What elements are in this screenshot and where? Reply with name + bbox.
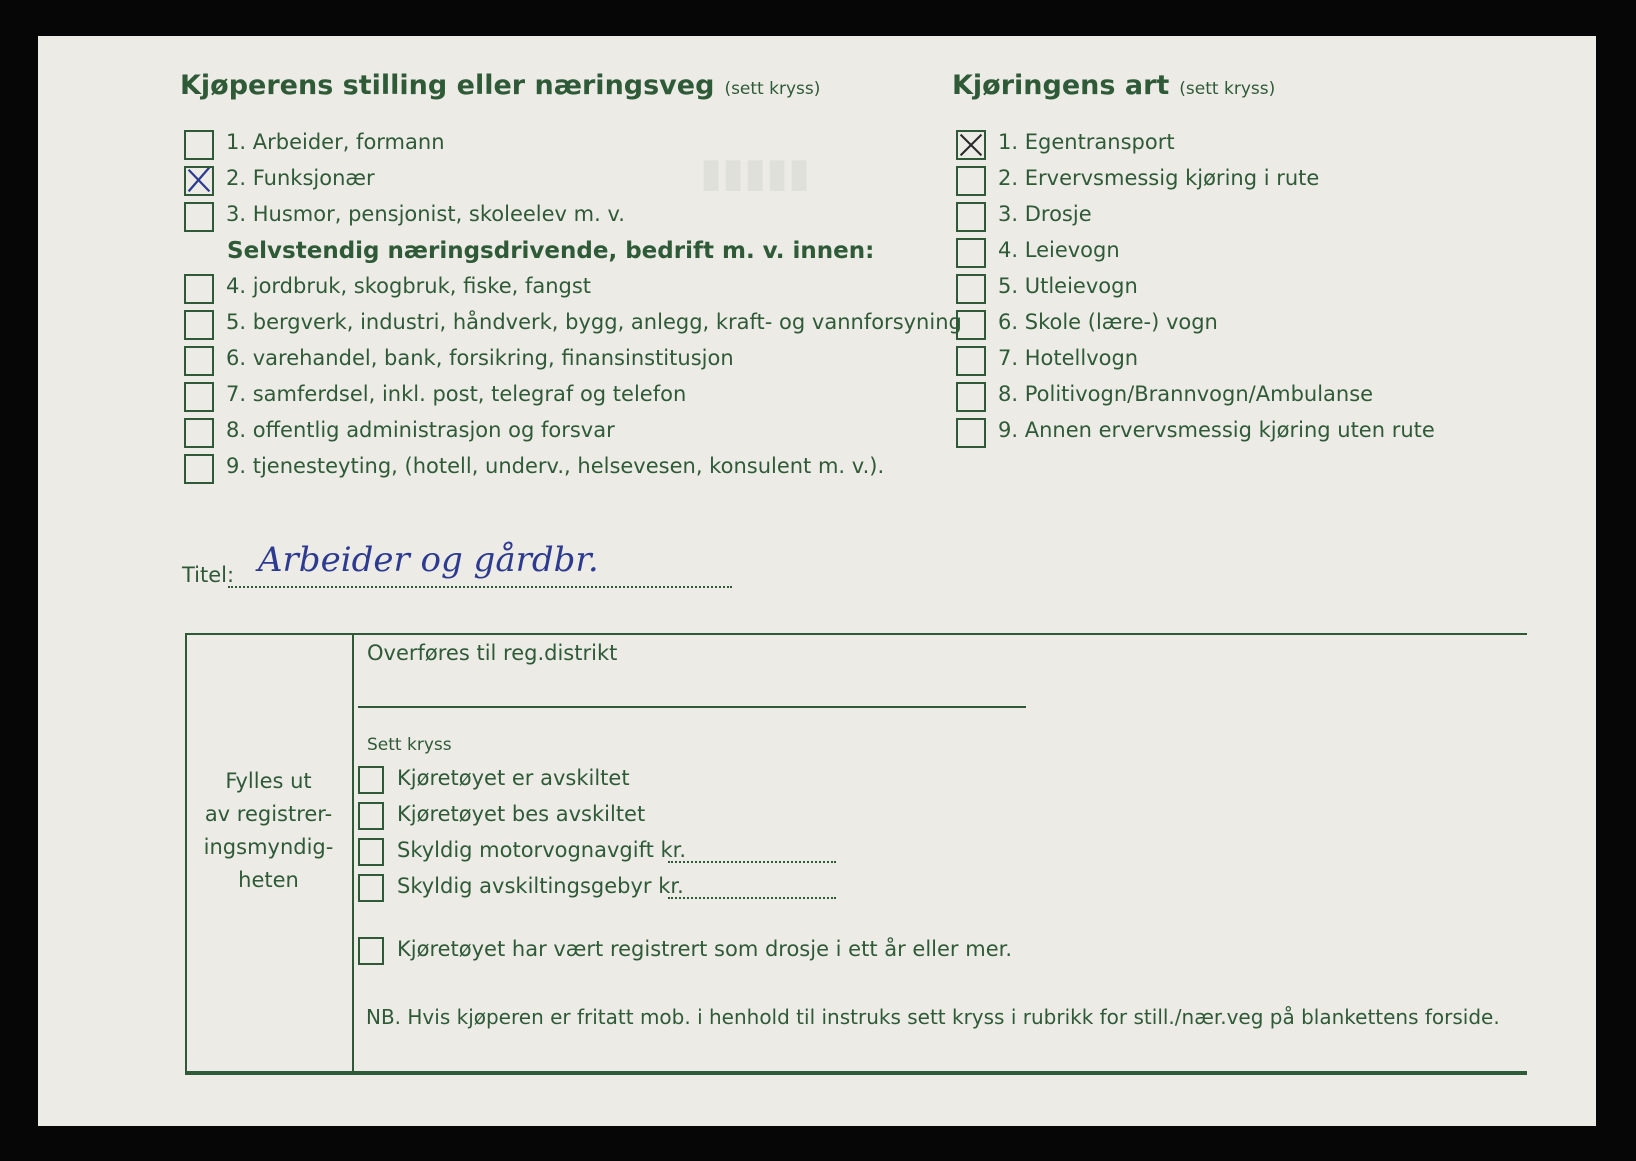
checkbox-funksjonaer[interactable] (184, 166, 214, 196)
item-drosje (998, 202, 1092, 226)
checkbox-tjenesteyting[interactable] (184, 454, 214, 484)
item-label: Politivogn/Brannvogn/Ambulanse (1024, 382, 1374, 406)
checkbox-drosje[interactable] (956, 202, 986, 232)
left-heading-note: (sett kryss) (724, 79, 821, 99)
transfer-label: Overføres til reg.distrikt (367, 641, 618, 665)
item-label: Egentransport (1024, 130, 1175, 154)
title-label: Titel: (182, 563, 235, 587)
checkbox-arbeider[interactable] (184, 130, 214, 160)
item-utleievogn (998, 274, 1138, 298)
item-num: 8. (226, 418, 247, 442)
item-num: 7. (998, 346, 1019, 370)
item-label: jordbruk, skogbruk, fiske, fangst (252, 274, 592, 298)
item-num: 3. (226, 202, 247, 226)
item-funksjonaer (226, 166, 375, 190)
check-bes-avskiltet-label: Kjøretøyet bes avskiltet (397, 802, 646, 826)
checkbox-annen[interactable] (956, 418, 986, 448)
check-motorvognavgift-label: Skyldig motorvognavgift kr. (397, 838, 687, 862)
checkbox-avskiltet[interactable] (358, 766, 384, 794)
item-num: 9. (226, 454, 247, 478)
left-subheading: Selvstendig næringsdrivende, bedrift m. v. innen: (227, 238, 875, 264)
authority-side-label (185, 765, 352, 897)
item-samferdsel (226, 382, 686, 406)
checkbox-avskiltingsgebyr[interactable] (358, 874, 384, 902)
item-num: 6. (998, 310, 1019, 334)
checkbox-leievogn[interactable] (956, 238, 986, 268)
avskiltingsgebyr-amount-line[interactable] (668, 897, 836, 899)
item-skolevogn (998, 310, 1218, 334)
item-num: 6. (226, 346, 247, 370)
checkbox-skolevogn[interactable] (956, 310, 986, 340)
item-num: 3. (998, 202, 1019, 226)
item-num: 8. (998, 382, 1019, 406)
item-label: Annen ervervsmessig kjøring uten rute (1024, 418, 1435, 442)
item-politivogn (998, 382, 1373, 406)
item-label: Leievogn (1024, 238, 1120, 262)
item-label: tjenesteyting, (hotell, underv., helsevesen, konsulent m. v.). (252, 454, 885, 478)
left-heading (180, 70, 820, 101)
checkbox-varehandel[interactable] (184, 346, 214, 376)
checkbox-bes-avskiltet[interactable] (358, 802, 384, 830)
checkbox-bergverk[interactable] (184, 310, 214, 340)
item-bergverk (226, 310, 962, 334)
item-label: Drosje (1024, 202, 1092, 226)
item-num: 1. (998, 130, 1019, 154)
item-label: Funksjonær (252, 166, 375, 190)
check-drosje-registrert-label: Kjøretøyet har vært registrert som drosje i ett år eller mer. (397, 937, 1012, 961)
check-avskiltet-label: Kjøretøyet er avskiltet (397, 766, 630, 790)
item-annen (998, 418, 1435, 442)
item-num: 2. (226, 166, 247, 190)
item-label: Ervervsmessig kjøring i rute (1024, 166, 1320, 190)
checkbox-hotellvogn[interactable] (956, 346, 986, 376)
check-avskiltingsgebyr-label: Skyldig avskiltingsgebyr kr. (397, 874, 684, 898)
item-num: 2. (998, 166, 1019, 190)
checkbox-egentransport[interactable] (956, 130, 986, 160)
side-label-line: av registrer- (204, 802, 333, 826)
item-label: bergverk, industri, håndverk, bygg, anlegg, kraft- og vannforsyning (252, 310, 962, 334)
item-num: 5. (226, 310, 247, 334)
checkbox-husmor[interactable] (184, 202, 214, 232)
checkbox-jordbruk[interactable] (184, 274, 214, 304)
title-handwritten-value[interactable]: Arbeider og gårdbr. (258, 540, 599, 580)
motorvognavgift-amount-line[interactable] (668, 861, 836, 863)
item-arbeider (226, 130, 445, 154)
side-label-line: heten (238, 868, 299, 892)
item-hotellvogn (998, 346, 1138, 370)
item-egentransport (998, 130, 1175, 154)
title-dotted-line (228, 586, 732, 588)
item-label: Utleievogn (1024, 274, 1138, 298)
item-num: 5. (998, 274, 1019, 298)
item-husmor (226, 202, 625, 226)
item-label: Hotellvogn (1024, 346, 1139, 370)
checkbox-drosje-registrert[interactable] (358, 937, 384, 965)
item-label: varehandel, bank, forsikring, finansinstitusjon (252, 346, 734, 370)
item-num: 9. (998, 418, 1019, 442)
checkbox-utleievogn[interactable] (956, 274, 986, 304)
item-label: Husmor, pensjonist, skoleelev m. v. (252, 202, 625, 226)
sett-kryss-label: Sett kryss (367, 735, 452, 755)
checkbox-motorvognavgift[interactable] (358, 838, 384, 866)
item-leievogn (998, 238, 1120, 262)
item-num: 7. (226, 382, 247, 406)
item-jordbruk (226, 274, 591, 298)
bleed-through-text: ▮▮▮▮▮ (700, 150, 811, 196)
item-tjenesteyting (226, 454, 884, 478)
item-num: 4. (998, 238, 1019, 262)
item-label: samferdsel, inkl. post, telegraf og telefon (252, 382, 687, 406)
item-rute (998, 166, 1319, 190)
transfer-field-line (358, 706, 1026, 708)
right-heading-text: Kjøringens art (952, 70, 1170, 101)
item-varehandel (226, 346, 734, 370)
right-heading-note: (sett kryss) (1179, 79, 1276, 99)
item-label: offentlig administrasjon og forsvar (252, 418, 615, 442)
checkbox-offentlig[interactable] (184, 418, 214, 448)
check-x-icon (958, 132, 984, 158)
authority-box-bottom-line (185, 1071, 1527, 1073)
item-num: 1. (226, 130, 247, 154)
nb-note: NB. Hvis kjøperen er fritatt mob. i henhold til instruks sett kryss i rubrikk for still./nær.veg på blankettens forside. (366, 1005, 1500, 1029)
item-label: Arbeider, formann (252, 130, 445, 154)
item-label: Skole (lære-) vogn (1024, 310, 1218, 334)
right-heading (952, 70, 1275, 101)
left-heading-text: Kjøperens stilling eller næringsveg (180, 70, 715, 101)
item-num: 4. (226, 274, 247, 298)
check-x-icon (186, 168, 212, 194)
authority-box-divider (352, 633, 354, 1073)
side-label-line: ingsmyndig- (203, 835, 334, 859)
checkbox-rute[interactable] (956, 166, 986, 196)
side-label-line: Fylles ut (225, 769, 312, 793)
item-offentlig (226, 418, 615, 442)
checkbox-politivogn[interactable] (956, 382, 986, 412)
checkbox-samferdsel[interactable] (184, 382, 214, 412)
